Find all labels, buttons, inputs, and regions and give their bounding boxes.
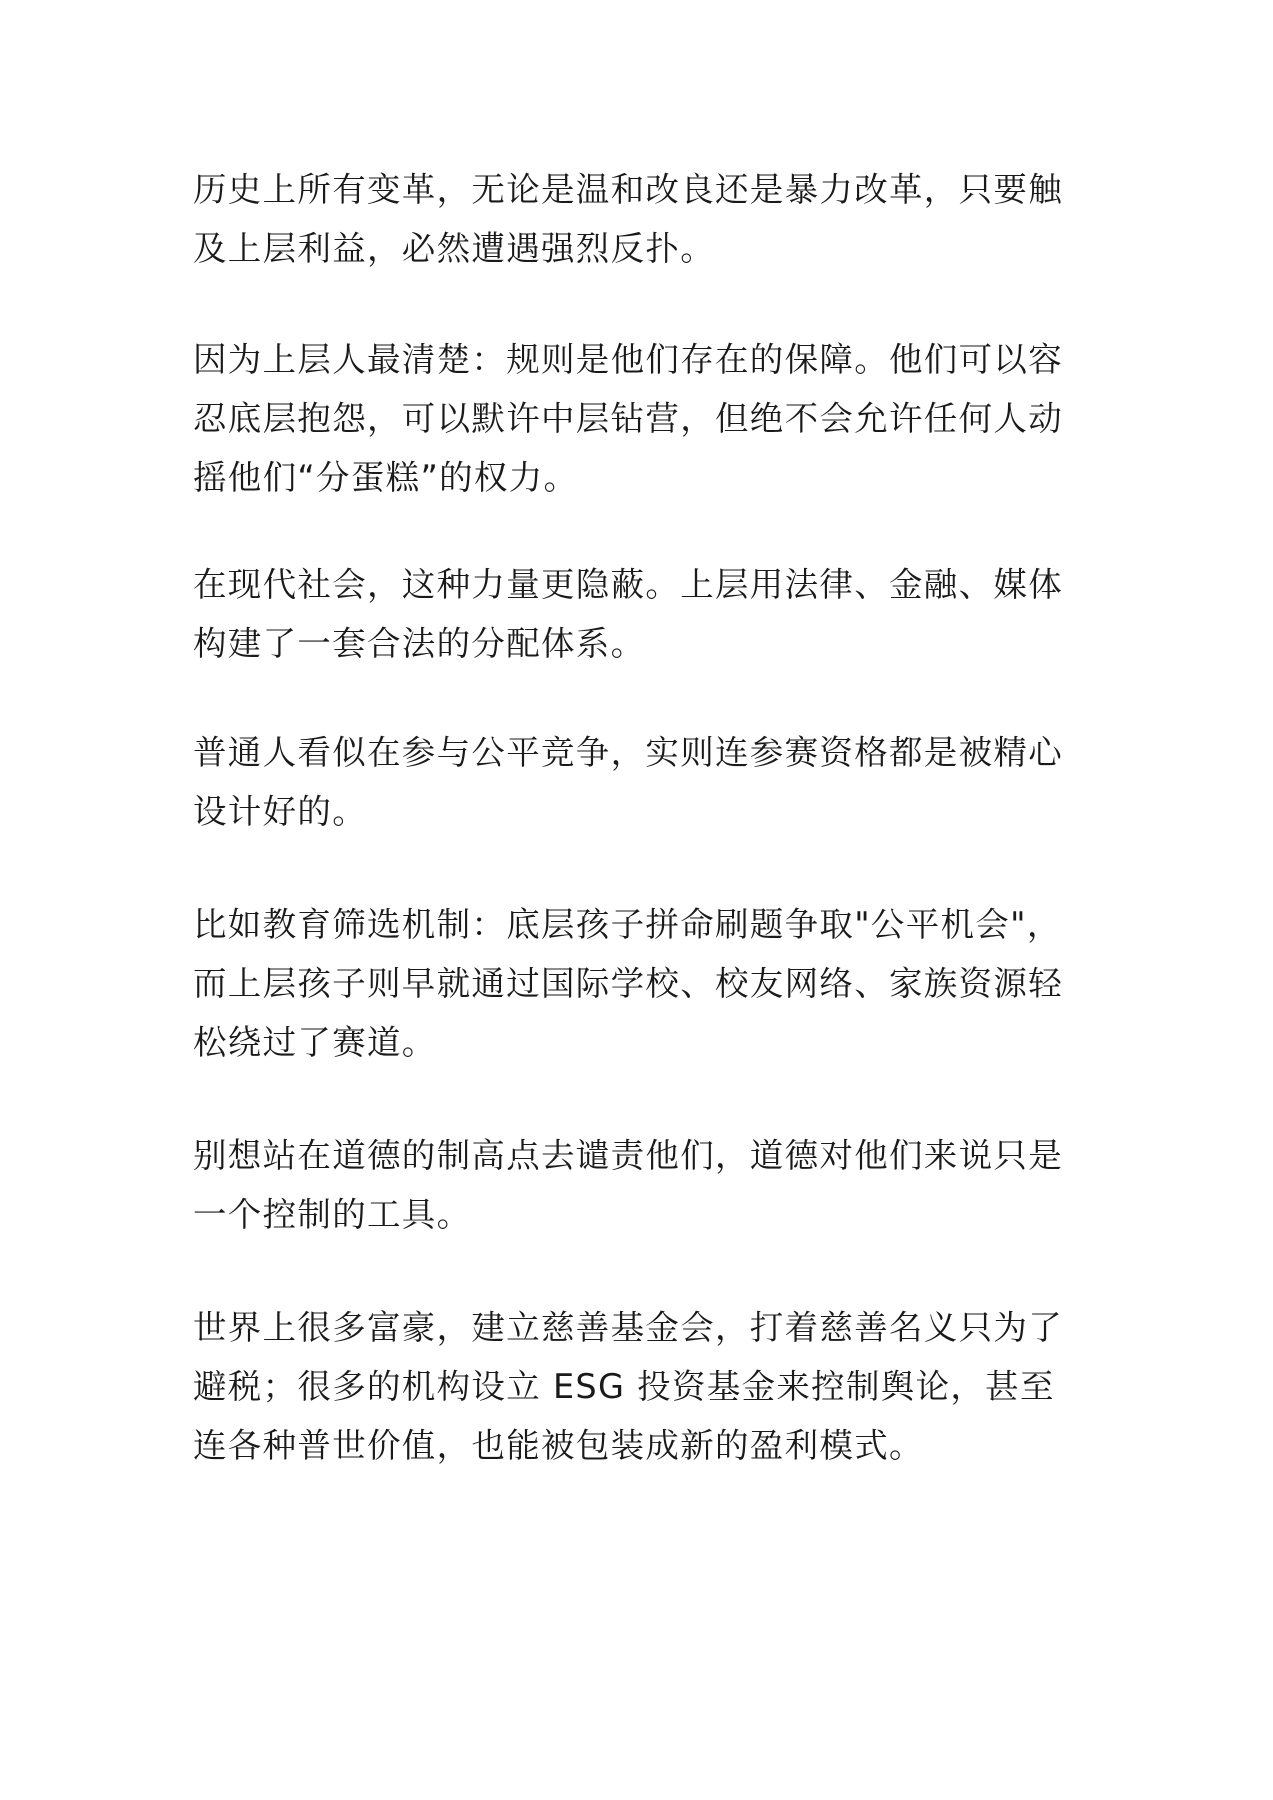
paragraph-line: 设计好的。 — [193, 792, 367, 831]
paragraph-line: 在现代社会，这种力量更隐蔽。上层用法律、金融、媒体 — [193, 565, 1063, 604]
paragraph-line: 比如教育筛选机制：底层孩子拼命刷题争取"公平机会"， — [193, 905, 1062, 944]
paragraph-line: 一个控制的工具。 — [193, 1195, 472, 1234]
article-body — [193, 160, 1093, 1475]
paragraph-1 — [193, 160, 1093, 278]
paragraph-line: 构建了一套合法的分配体系。 — [193, 624, 646, 663]
paragraph-5 — [193, 895, 1093, 1072]
paragraph-4 — [193, 723, 1093, 841]
paragraph-line: 而上层孩子则早就通过国际学校、校友网络、家族资源轻 — [193, 964, 1063, 1003]
paragraph-line: 世界上很多富豪，建立慈善基金会，打着慈善名义只为了 — [193, 1308, 1063, 1347]
paragraph-7 — [193, 1298, 1093, 1475]
paragraph-line: 松绕过了赛道。 — [193, 1023, 437, 1062]
paragraph-line: 及上层利益，必然遭遇强烈反扑。 — [193, 229, 715, 268]
paragraph-line: 避税；很多的机构设立 ESG 投资基金来控制舆论，甚至 — [193, 1367, 1055, 1406]
paragraph-line: 别想站在道德的制高点去谴责他们，道德对他们来说只是 — [193, 1136, 1063, 1175]
paragraph-line: 摇他们“分蛋糕”的权力。 — [193, 458, 579, 497]
paragraph-line: 普通人看似在参与公平竞争，实则连参赛资格都是被精心 — [193, 733, 1063, 772]
paragraph-line: 历史上所有变革，无论是温和改良还是暴力改革，只要触 — [193, 170, 1063, 209]
paragraph-line: 忍底层抱怨，可以默许中层钻营，但绝不会允许任何人动 — [193, 399, 1063, 438]
paragraph-line: 因为上层人最清楚：规则是他们存在的保障。他们可以容 — [193, 340, 1063, 379]
paragraph-3 — [193, 555, 1093, 673]
paragraph-line: 连各种普世价值，也能被包装成新的盈利模式。 — [193, 1426, 924, 1465]
paragraph-6 — [193, 1126, 1093, 1244]
paragraph-2 — [193, 330, 1093, 507]
